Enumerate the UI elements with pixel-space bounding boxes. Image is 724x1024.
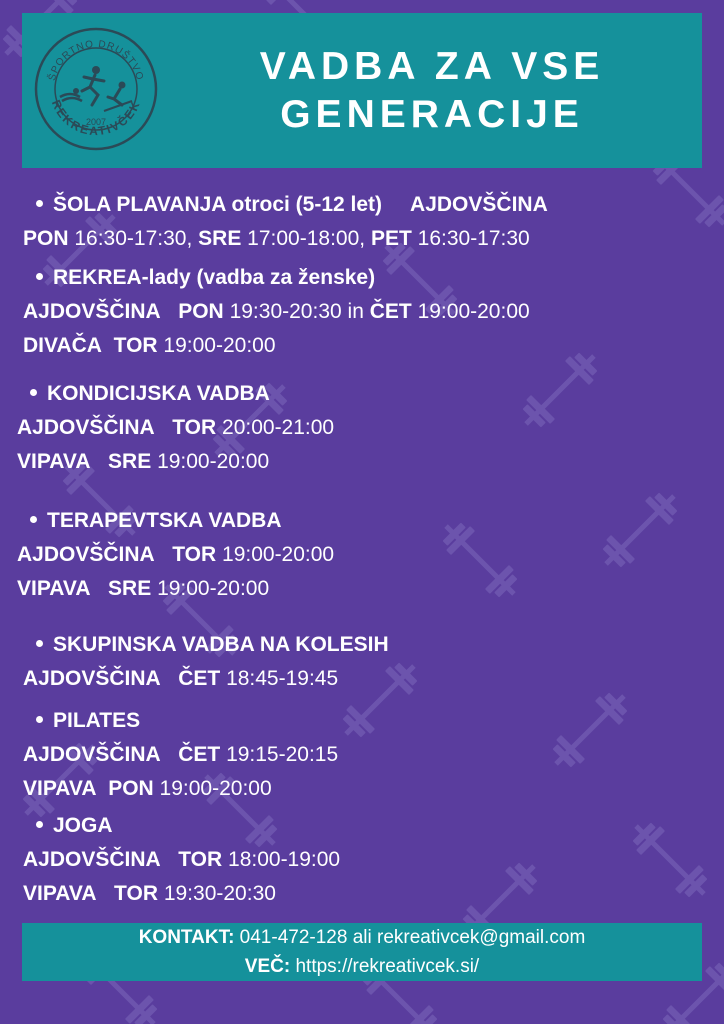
contact-row: KONTAKT: 041-472-128 ali rekreativcek@gmail.com xyxy=(138,927,586,948)
bullet-icon xyxy=(30,516,37,523)
svg-text:ŠPORTNO DRUŠTVO: ŠPORTNO DRUŠTVO xyxy=(46,38,146,83)
bullet-icon xyxy=(36,200,43,207)
section-heading-rekrea: REKREA-lady (vadba za ženske) xyxy=(36,264,375,292)
section-heading-pilates: PILATES xyxy=(36,707,140,735)
page-title xyxy=(172,43,692,139)
contact-footer xyxy=(22,923,702,981)
bullet-icon xyxy=(36,273,43,280)
schedule-row: DIVAČA TOR 19:00-20:00 xyxy=(23,334,276,357)
bullet-icon xyxy=(30,389,37,396)
bullet-icon xyxy=(36,716,43,723)
section-heading-kondicijska: KONDICIJSKA VADBA xyxy=(30,380,270,408)
bullet-icon xyxy=(36,821,43,828)
section-heading-skupinska: SKUPINSKA VADBA NA KOLESIH xyxy=(36,631,389,659)
schedule-row: VIPAVA SRE 19:00-20:00 xyxy=(17,577,270,600)
schedule-row: AJDOVŠČINA PON 19:30-20:30 in ČET 19:00-20:00 xyxy=(23,300,530,323)
schedule-row: AJDOVŠČINA TOR 20:00-21:00 xyxy=(17,416,335,439)
section-heading-sola: ŠOLA PLAVANJA otroci (5-12 let) AJDOVŠČINA xyxy=(36,191,548,219)
svg-text:2007: 2007 xyxy=(85,117,107,127)
club-logo xyxy=(32,25,160,153)
schedule-row: VIPAVA TOR 19:30-20:30 xyxy=(23,882,276,905)
schedule-row: AJDOVŠČINA TOR 18:00-19:00 xyxy=(23,848,341,871)
header-banner xyxy=(22,13,702,168)
website-row: VEČ: https://rekreativcek.si/ xyxy=(244,956,480,977)
contact-value[interactable]: 041-472-128 ali rekreativcek@gmail.com xyxy=(239,927,586,948)
svg-text:REKREATIVČEK: REKREATIVČEK xyxy=(48,97,144,139)
schedule-row: AJDOVŠČINA ČET 19:15-20:15 xyxy=(23,743,339,766)
title-line-2: GENERACIJE xyxy=(280,93,584,136)
website-link[interactable]: https://rekreativcek.si/ xyxy=(295,956,480,977)
schedule-row: VIPAVA SRE 19:00-20:00 xyxy=(17,450,270,473)
section-heading-terapevtska: TERAPEVTSKA VADBA xyxy=(30,507,282,535)
schedule-row: PON 16:30-17:30, SRE 17:00-18:00, PET 16:30-17:30 xyxy=(23,227,530,250)
title-line-1: VADBA ZA VSE xyxy=(259,45,605,88)
section-heading-joga: JOGA xyxy=(36,812,113,840)
bullet-icon xyxy=(36,640,43,647)
schedule-row: AJDOVŠČINA TOR 19:00-20:00 xyxy=(17,543,335,566)
schedule-row: VIPAVA PON 19:00-20:00 xyxy=(23,777,272,800)
schedule-row: AJDOVŠČINA ČET 18:45-19:45 xyxy=(23,667,339,690)
